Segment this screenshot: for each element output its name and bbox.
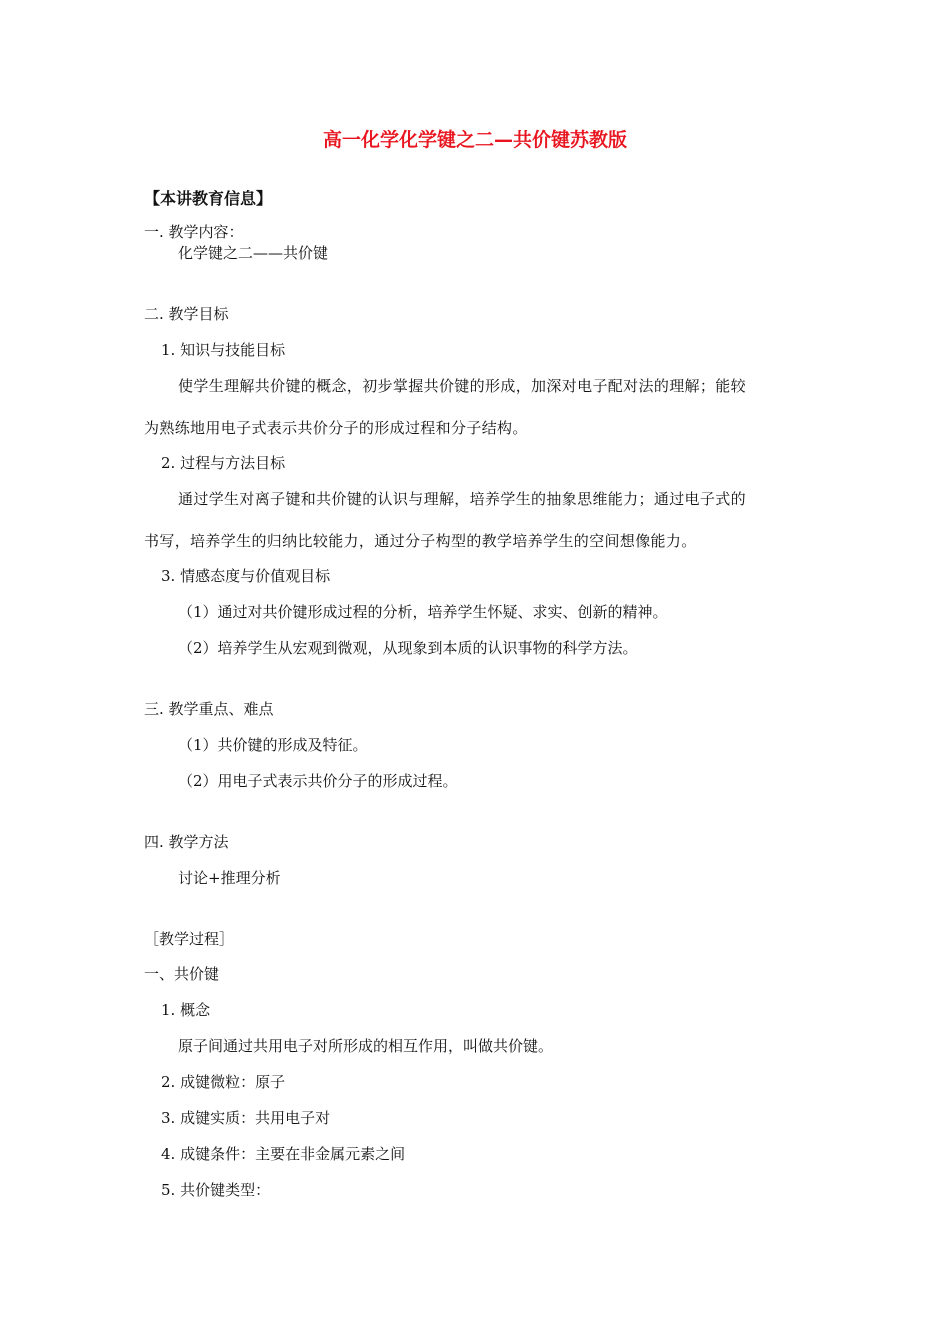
goal-2-text-line-1: 通过学生对离子键和共价键的认识与理解，培养学生的抽象思维能力；通过电子式的 [178,490,746,508]
goal-3-point-2: （2）培养学生从宏观到微观，从现象到本质的认识事物的科学方法。 [178,639,638,657]
goal-3-point-1: （1）通过对共价键形成过程的分析，培养学生怀疑、求实、创新的精神。 [178,603,668,621]
process-item-3: 3. 成键实质：共用电子对 [161,1109,331,1127]
section-1-heading: 一. 教学内容： [144,223,244,241]
goal-2-heading: 2. 过程与方法目标 [161,454,286,472]
goal-1-text-line-2: 为熟练地用电子式表示共价分子的形成过程和分子结构。 [144,419,528,437]
key-point-2: （2）用电子式表示共价分子的形成过程。 [178,772,458,790]
section-3-heading: 三. 教学重点、难点 [144,700,274,718]
document-title: 高一化学化学键之二—共价键苏教版 [322,129,627,151]
process-item-5: 5. 共价键类型： [161,1181,271,1199]
process-item-4: 4. 成键条件：主要在非金属元素之间 [161,1145,406,1163]
process-item-2: 2. 成键微粒：原子 [161,1073,286,1091]
process-item-1-text: 原子间通过共用电子对所形成的相互作用，叫做共价键。 [178,1037,554,1055]
section-2-heading: 二. 教学目标 [144,305,229,323]
goal-1-heading: 1. 知识与技能目标 [161,341,286,359]
goal-1-text-line-1: 使学生理解共价键的概念，初步掌握共价键的形成，加深对电子配对法的理解；能较 [178,377,746,395]
section-4-heading: 四. 教学方法 [144,833,229,851]
section-1-content: 化学键之二——共价键 [178,244,329,262]
goal-3-heading: 3. 情感态度与价值观目标 [161,567,331,585]
process-heading: ［教学过程］ [144,930,235,948]
section-4-content: 讨论+推理分析 [178,869,281,887]
goal-2-text-line-2: 书写，培养学生的归纳比较能力，通过分子构型的教学培养学生的空间想像能力。 [144,532,697,550]
process-item-1: 1. 概念 [161,1001,211,1019]
info-heading: 【本讲教育信息】 [144,189,273,208]
process-subheading: 一、共价键 [144,965,220,983]
key-point-1: （1）共价键的形成及特征。 [178,736,368,754]
